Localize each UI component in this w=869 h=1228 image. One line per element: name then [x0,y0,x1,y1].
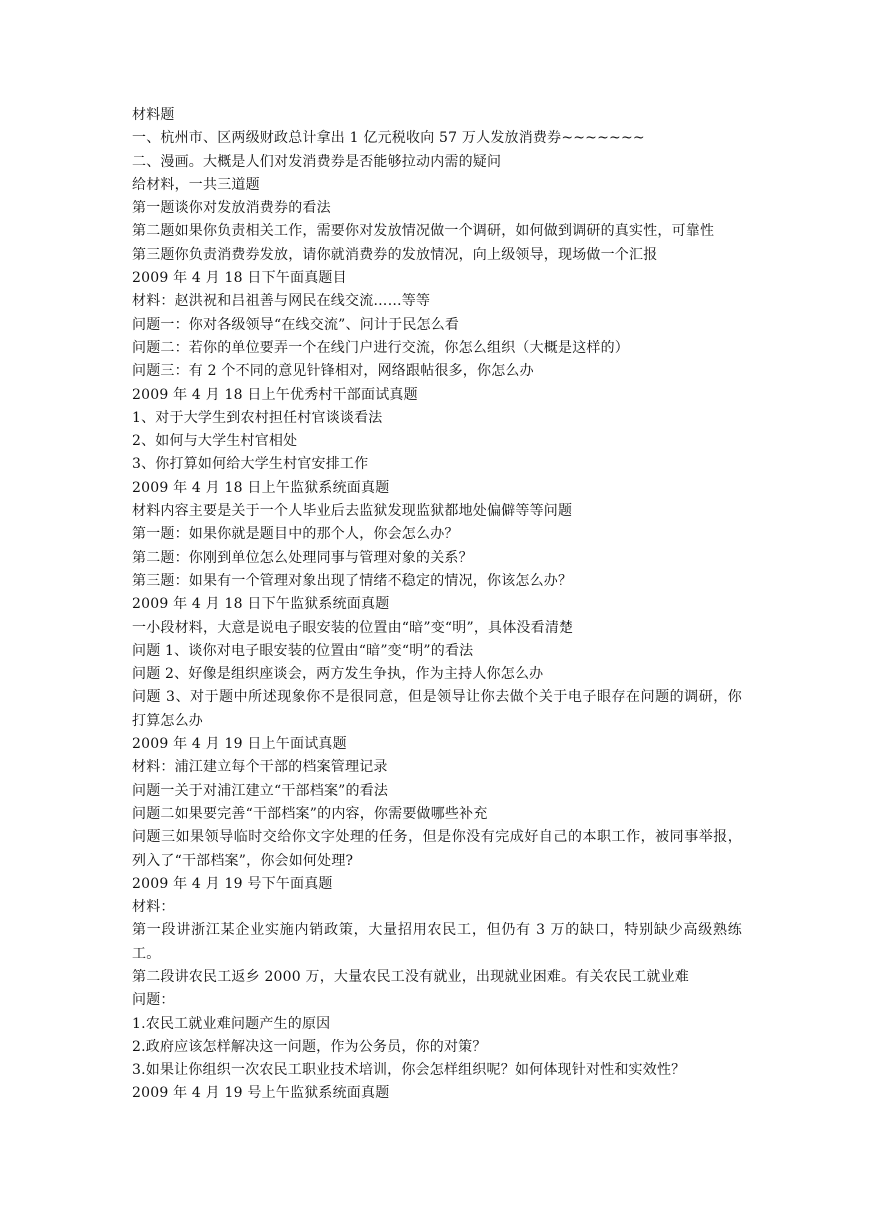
question-line: 第三题：如果有一个管理对象出现了情绪不稳定的情况，你该怎么办？ [132,572,573,589]
question-line: 问题二如果要完善“干部档案”的内容，你需要做哪些补充 [132,805,488,822]
section-heading: 2009 年 4 月 19 号上午监狱系统面真题 [132,1085,390,1102]
question-line: 问题二：若你的单位要弄一个在线门户进行交流，你怎么组织（大概是这样的） [132,339,629,356]
section-heading: 2009 年 4 月 18 日下午监狱系统面真题 [132,596,390,613]
section-heading: 2009 年 4 月 19 号下午面真题 [132,875,333,892]
question-line: 问题三：有 2 个不同的意见针锋相对，网络跟帖很多，你怎么办 [132,363,534,380]
question-line: 第二题如果你负责相关工作，需要你对发放情况做一个调研，如何做到调研的真实性，可靠性 [132,223,715,240]
question-line: 问题一：你对各级领导“在线交流”、问计于民怎么看 [132,316,460,333]
question-line: 第三题你负责消费券发放，请你就消费券的发放情况，向上级领导，现场做一个汇报 [132,246,658,263]
question-line: 问题 2、好像是组织座谈会，两方发生争执，作为主持人你怎么办 [132,666,544,683]
question-line: 第二题：你刚到单位怎么处理同事与管理对象的关系？ [132,549,473,566]
text-line: 一小段材料，大意是说电子眼安装的位置由“暗”变“明”，具体没看清楚 [132,619,574,636]
text-line: 第一段讲浙江某企业实施内销政策，大量招用农民工，但仍有 3 万的缺口，特别缺少高级熟练工。 [132,922,742,962]
text-line: 材料：浦江建立每个干部的档案管理记录 [132,759,388,776]
document-body [132,104,742,1106]
text-line: 给材料，一共三道题 [132,176,260,193]
text-line: 材料：赵洪祝和吕祖善与网民在线交流……等等 [132,293,431,310]
question-line: 问题三如果领导临时交给你文字处理的任务，但是你没有完成好自己的本职工作，被同事举报，列入了“干部档案”，你会如何处理? [132,829,742,869]
question-line: 2.政府应该怎样解决这一问题，作为公务员，你的对策？ [132,1038,487,1055]
question-line: 1.农民工就业难问题产生的原因 [132,1015,331,1032]
text-line: 一、杭州市、区两级财政总计拿出 1 亿元税收向 57 万人发放消费券~~~~~~~ [132,130,645,147]
text-line: 材料： [132,899,175,916]
question-line: 2、如何与大学生村官相处 [132,433,298,450]
section-heading: 2009 年 4 月 18 日上午优秀村干部面试真题 [132,386,418,403]
text-line: 第二段讲农民工返乡 2000 万，大量农民工没有就业，出现就业困难。有关农民工就业难 [132,968,689,985]
section-heading: 2009 年 4 月 18 日下午面真题目 [132,270,347,287]
question-line: 问题 3、对于题中所述现象你不是很同意，但是领导让你去做个关于电子眼存在问题的调研，你打算怎么办 [132,689,742,729]
text-line: 问题： [132,992,175,1009]
question-line: 问题 1、谈你对电子眼安装的位置由“暗”变“明”的看法 [132,642,474,659]
section-heading: 2009 年 4 月 18 日上午监狱系统面真题 [132,479,390,496]
question-line: 3、你打算如何给大学生村官安排工作 [132,456,369,473]
section-heading: 2009 年 4 月 19 日上午面试真题 [132,736,347,753]
question-line: 3.如果让你组织一次农民工职业技术培训，你会怎样组织呢？如何体现针对性和实效性？ [132,1062,686,1079]
question-line: 1、对于大学生到农村担任村官谈谈看法 [132,409,383,426]
text-line: 材料内容主要是关于一个人毕业后去监狱发现监狱都地处偏僻等等问题 [132,503,573,520]
document-heading: 材料题 [132,107,175,123]
text-line: 二、漫画。大概是人们对发消费券是否能够拉动内需的疑问 [132,153,502,170]
question-line: 问题一关于对浦江建立“干部档案”的看法 [132,782,389,799]
question-line: 第一题：如果你就是题目中的那个人，你会怎么办？ [132,526,459,543]
question-line: 第一题谈你对发放消费券的看法 [132,200,331,217]
